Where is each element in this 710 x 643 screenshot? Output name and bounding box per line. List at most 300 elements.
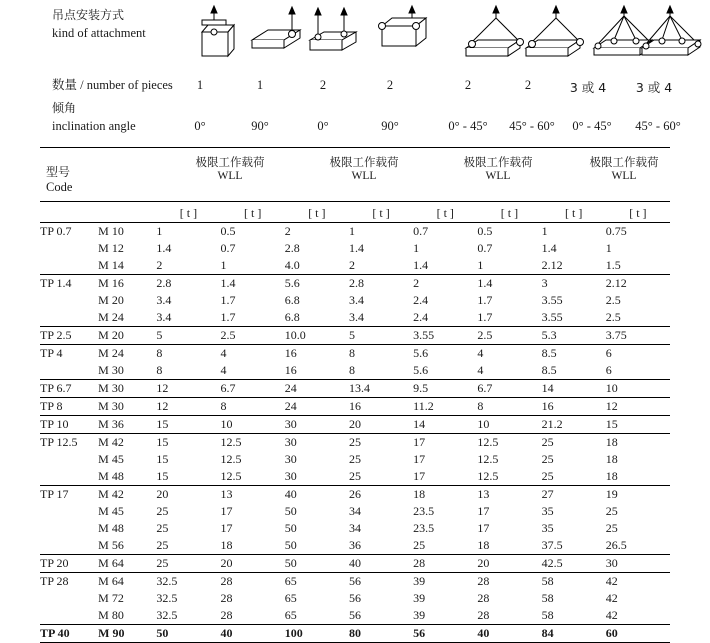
row-value-1: 8 xyxy=(156,345,220,363)
wll-group-3 xyxy=(434,155,562,183)
angle-value-4: 90° xyxy=(381,119,399,133)
row-value-2: 2.5 xyxy=(221,327,285,345)
row-value-2: 20 xyxy=(221,555,285,573)
row-value-5: 5.6 xyxy=(413,345,477,363)
row-size: M 24 xyxy=(98,310,124,324)
row-value-2: 6.7 xyxy=(221,380,285,398)
row-value-7: 42.5 xyxy=(542,555,606,573)
row-value-6: 10 xyxy=(477,416,541,434)
unit-row-size xyxy=(98,205,156,223)
row-value-5: 2.4 xyxy=(413,310,429,324)
row-code: TP 10 xyxy=(40,416,98,434)
row-code: TP 12.5 xyxy=(40,434,98,452)
row-value-7: 1 xyxy=(542,223,606,241)
row-value-8: 1.5 xyxy=(605,258,621,272)
table-row xyxy=(40,416,670,434)
row-value-2: 1 xyxy=(220,258,227,272)
row-value-3: 16 xyxy=(284,363,297,377)
row-value-3: 40 xyxy=(285,486,349,504)
row-value-6: 17 xyxy=(477,504,490,518)
row-size: M 30 xyxy=(98,398,156,416)
row-value-7: 3 xyxy=(542,275,606,293)
row-value-6: 4 xyxy=(477,345,541,363)
row-value-5: 14 xyxy=(413,416,477,434)
row-size: M 64 xyxy=(98,573,156,591)
row-value-5: 11.2 xyxy=(413,398,477,416)
row-value-5: 9.5 xyxy=(413,380,477,398)
row-value-4: 8 xyxy=(348,363,355,377)
row-value-3: 100 xyxy=(285,625,349,643)
table-row xyxy=(40,380,670,398)
row-value-3: 4.0 xyxy=(284,258,300,272)
row-value-2: 8 xyxy=(221,398,285,416)
row-value-4: 2.8 xyxy=(349,275,413,293)
row-value-1: 25 xyxy=(156,504,169,518)
pieces-value-8: 3 或 4 xyxy=(635,80,673,95)
row-value-8: 18 xyxy=(606,434,670,452)
row-value-2: 17 xyxy=(220,504,233,518)
row-value-3: 24 xyxy=(285,398,349,416)
row-value-1: 15 xyxy=(156,434,220,452)
row-size: M 42 xyxy=(98,486,156,504)
row-value-4: 1.4 xyxy=(348,241,364,255)
row-value-3: 65 xyxy=(284,608,297,622)
wll-table-body xyxy=(40,205,670,643)
row-code: TP 20 xyxy=(40,555,98,573)
table-row xyxy=(40,292,670,309)
row-value-7: 1.4 xyxy=(541,241,557,255)
row-value-1: 12 xyxy=(156,398,220,416)
row-value-1: 2.8 xyxy=(156,275,220,293)
diagram-four-leg-sling-slab-2 xyxy=(636,4,710,66)
table-row xyxy=(40,451,670,468)
row-value-1: 5 xyxy=(156,327,220,345)
row-value-3: 65 xyxy=(285,573,349,591)
row-value-7: 25 xyxy=(541,469,554,483)
row-value-5: 23.5 xyxy=(413,521,435,535)
pieces-value-6: 2 xyxy=(524,78,532,92)
row-value-8: 2.5 xyxy=(605,310,621,324)
row-value-3: 30 xyxy=(285,416,349,434)
row-value-3: 2.8 xyxy=(284,241,300,255)
row-value-8: 60 xyxy=(606,625,670,643)
row-code xyxy=(40,257,98,275)
row-code: TP 6.7 xyxy=(40,380,98,398)
row-value-8: 42 xyxy=(605,591,618,605)
row-value-6: 1.7 xyxy=(477,310,493,324)
row-value-1: 25 xyxy=(156,521,169,535)
unit-4: [ t ] xyxy=(372,206,390,220)
rule-top xyxy=(40,147,670,148)
row-value-4: 1 xyxy=(349,223,413,241)
unit-7: [ t ] xyxy=(565,206,583,220)
row-value-3: 50 xyxy=(284,521,297,535)
row-value-3: 5.6 xyxy=(285,275,349,293)
table-row xyxy=(40,362,670,380)
row-value-4: 25 xyxy=(348,452,361,466)
row-value-8: 3.75 xyxy=(606,327,670,345)
pieces-value-3: 2 xyxy=(319,78,327,92)
row-value-3: 2 xyxy=(285,223,349,241)
unit-2: [ t ] xyxy=(243,206,262,220)
row-value-1: 50 xyxy=(156,625,220,643)
row-value-5: 39 xyxy=(413,573,477,591)
row-value-7: 3.55 xyxy=(541,293,563,307)
row-value-2: 1.7 xyxy=(220,293,236,307)
row-value-2: 40 xyxy=(221,625,285,643)
row-code xyxy=(40,468,98,486)
row-value-6: 2.5 xyxy=(477,327,541,345)
row-value-4: 20 xyxy=(349,416,413,434)
row-value-3: 24 xyxy=(285,380,349,398)
row-size: M 72 xyxy=(98,591,124,605)
inclination-label-cn: 倾角 xyxy=(52,101,77,115)
table-row xyxy=(40,275,670,293)
table-row xyxy=(40,223,670,241)
rule-under-wll xyxy=(40,201,670,202)
row-value-4: 25 xyxy=(348,469,361,483)
row-value-2: 12.5 xyxy=(220,452,242,466)
row-value-5: 28 xyxy=(413,555,477,573)
row-value-1: 32.5 xyxy=(156,591,178,605)
row-value-1: 8 xyxy=(156,363,163,377)
row-size: M 64 xyxy=(98,555,156,573)
row-code xyxy=(40,503,98,520)
row-value-1: 15 xyxy=(156,416,220,434)
row-code: TP 28 xyxy=(40,573,98,591)
row-value-5: 0.7 xyxy=(413,223,477,241)
row-value-6: 0.7 xyxy=(477,241,493,255)
row-value-7: 5.3 xyxy=(542,327,606,345)
table-row xyxy=(40,520,670,537)
attachment-label-cn: 吊点安装方式 xyxy=(52,8,125,22)
row-value-8: 0.75 xyxy=(606,223,670,241)
row-value-7: 35 xyxy=(541,504,554,518)
wll-group-1 xyxy=(166,155,294,183)
row-value-6: 18 xyxy=(477,538,490,552)
row-value-6: 6.7 xyxy=(477,380,541,398)
row-value-4: 8 xyxy=(349,345,413,363)
row-value-8: 2.12 xyxy=(606,275,670,293)
row-value-2: 28 xyxy=(220,591,233,605)
unit-6: [ t ] xyxy=(500,206,519,220)
pieces-value-4: 2 xyxy=(386,78,394,92)
row-value-8: 19 xyxy=(606,486,670,504)
row-value-4: 56 xyxy=(348,608,361,622)
row-value-4: 5 xyxy=(349,327,413,345)
pieces-value-7: 3 或 4 xyxy=(569,80,607,95)
row-value-1: 15 xyxy=(156,469,169,483)
attachment-label-en: kind of attachment xyxy=(52,26,146,40)
row-value-4: 40 xyxy=(349,555,413,573)
row-code xyxy=(40,362,98,380)
row-code xyxy=(40,451,98,468)
row-value-5: 17 xyxy=(413,469,426,483)
table-row xyxy=(40,257,670,275)
row-value-6: 28 xyxy=(477,608,490,622)
code-header-en: Code xyxy=(46,180,73,194)
row-value-7: 58 xyxy=(541,591,554,605)
row-value-1: 32.5 xyxy=(156,573,220,591)
wll-group-4-en: WLL xyxy=(611,170,637,182)
row-size: M 42 xyxy=(98,434,156,452)
row-value-6: 20 xyxy=(477,555,541,573)
row-value-1: 12 xyxy=(156,380,220,398)
angle-value-7: 0° - 45° xyxy=(572,119,612,133)
wll-group-1-en: WLL xyxy=(217,170,243,182)
row-value-6: 13 xyxy=(477,486,541,504)
row-value-7: 14 xyxy=(542,380,606,398)
row-code: TP 8 xyxy=(40,398,98,416)
row-size: M 90 xyxy=(98,625,156,643)
row-value-4: 13.4 xyxy=(349,380,413,398)
row-value-7: 2.12 xyxy=(541,258,563,272)
row-value-4: 56 xyxy=(348,591,361,605)
table-row xyxy=(40,537,670,555)
unit-row-code xyxy=(40,205,98,223)
row-code xyxy=(40,590,98,607)
row-value-3: 50 xyxy=(284,504,297,518)
wll-group-3-cn: 极限工作载荷 xyxy=(463,155,533,169)
row-code: TP 0.7 xyxy=(40,223,98,241)
row-size: M 56 xyxy=(98,538,124,552)
row-value-6: 12.5 xyxy=(477,434,541,452)
angle-value-1: 0° xyxy=(194,119,206,133)
wll-group-3-en: WLL xyxy=(485,170,511,182)
row-value-6: 8 xyxy=(477,398,541,416)
row-value-4: 26 xyxy=(349,486,413,504)
row-value-8: 42 xyxy=(605,608,618,622)
wll-table xyxy=(40,205,670,643)
row-value-2: 1.4 xyxy=(221,275,285,293)
row-value-8: 6 xyxy=(606,345,670,363)
row-value-1: 3.4 xyxy=(156,310,172,324)
angle-value-3: 0° xyxy=(317,119,329,133)
row-value-8: 12 xyxy=(606,398,670,416)
row-value-8: 26.5 xyxy=(605,538,627,552)
row-value-2: 13 xyxy=(221,486,285,504)
row-value-4: 3.4 xyxy=(348,310,364,324)
row-size: M 45 xyxy=(98,504,124,518)
row-value-7: 27 xyxy=(542,486,606,504)
wll-group-2-en: WLL xyxy=(351,170,377,182)
table-row xyxy=(40,590,670,607)
row-value-5: 1.4 xyxy=(413,258,429,272)
row-size: M 80 xyxy=(98,608,124,622)
row-code: TP 4 xyxy=(40,345,98,363)
row-value-2: 0.5 xyxy=(221,223,285,241)
table-row xyxy=(40,327,670,345)
table-row xyxy=(40,625,670,643)
row-value-3: 6.8 xyxy=(284,293,300,307)
row-value-6: 28 xyxy=(477,591,490,605)
row-value-1: 25 xyxy=(156,538,169,552)
row-value-6: 12.5 xyxy=(477,469,499,483)
pieces-value-2: 1 xyxy=(256,78,264,92)
row-value-6: 17 xyxy=(477,521,490,535)
wll-group-4-cn: 极限工作载荷 xyxy=(589,155,659,169)
angle-value-2: 90° xyxy=(251,119,269,133)
table-row xyxy=(40,434,670,452)
row-size: M 16 xyxy=(98,275,156,293)
row-value-5: 18 xyxy=(413,486,477,504)
row-value-2: 12.5 xyxy=(220,469,242,483)
row-value-1: 25 xyxy=(156,555,220,573)
row-size: M 20 xyxy=(98,293,124,307)
row-value-8: 15 xyxy=(606,416,670,434)
row-value-6: 1.7 xyxy=(477,293,493,307)
row-value-4: 2 xyxy=(348,258,355,272)
row-value-2: 28 xyxy=(220,608,233,622)
row-value-4: 25 xyxy=(349,434,413,452)
row-code xyxy=(40,240,98,257)
row-value-2: 4 xyxy=(220,363,227,377)
table-row xyxy=(40,468,670,486)
row-value-5: 17 xyxy=(413,434,477,452)
row-value-3: 30 xyxy=(285,434,349,452)
row-value-7: 58 xyxy=(541,608,554,622)
row-value-8: 25 xyxy=(605,504,618,518)
row-value-1: 15 xyxy=(156,452,169,466)
row-value-7: 58 xyxy=(542,573,606,591)
table-row xyxy=(40,503,670,520)
row-value-6: 4 xyxy=(477,363,484,377)
row-size: M 45 xyxy=(98,452,124,466)
row-value-3: 6.8 xyxy=(284,310,300,324)
row-value-5: 39 xyxy=(413,608,426,622)
row-value-5: 5.6 xyxy=(413,363,429,377)
row-size: M 48 xyxy=(98,521,124,535)
row-value-4: 36 xyxy=(348,538,361,552)
wll-group-2 xyxy=(300,155,428,183)
row-value-1: 3.4 xyxy=(156,293,172,307)
row-value-5: 23.5 xyxy=(413,504,435,518)
row-code: TP 2.5 xyxy=(40,327,98,345)
row-value-7: 37.5 xyxy=(541,538,563,552)
row-value-7: 8.5 xyxy=(542,345,606,363)
row-value-6: 0.5 xyxy=(477,223,541,241)
inclination-label-en: inclination angle xyxy=(52,119,136,133)
angle-value-6: 45° - 60° xyxy=(509,119,555,133)
table-row xyxy=(40,345,670,363)
row-value-8: 10 xyxy=(606,380,670,398)
row-code xyxy=(40,292,98,309)
row-value-2: 12.5 xyxy=(221,434,285,452)
row-value-6: 40 xyxy=(477,625,541,643)
code-header-cn: 型号 xyxy=(46,165,71,179)
table-row xyxy=(40,573,670,591)
row-value-2: 0.7 xyxy=(220,241,236,255)
row-value-8: 1 xyxy=(605,241,612,255)
row-code xyxy=(40,537,98,555)
unit-1: [ t ] xyxy=(179,206,198,220)
row-value-7: 8.5 xyxy=(541,363,557,377)
row-value-6: 28 xyxy=(477,573,541,591)
row-value-5: 3.55 xyxy=(413,327,477,345)
unit-5: [ t ] xyxy=(436,206,454,220)
row-value-8: 25 xyxy=(605,521,618,535)
row-value-8: 6 xyxy=(605,363,612,377)
row-value-6: 12.5 xyxy=(477,452,499,466)
row-value-8: 30 xyxy=(606,555,670,573)
row-value-4: 34 xyxy=(348,504,361,518)
pieces-value-1: 1 xyxy=(196,78,204,92)
angle-value-8: 45° - 60° xyxy=(635,119,681,133)
row-value-2: 17 xyxy=(220,521,233,535)
row-value-2: 1.7 xyxy=(220,310,236,324)
table-row xyxy=(40,486,670,504)
row-value-1: 32.5 xyxy=(156,608,178,622)
row-value-6: 1 xyxy=(477,258,484,272)
row-value-8: 18 xyxy=(605,469,618,483)
row-code xyxy=(40,520,98,537)
row-value-4: 34 xyxy=(348,521,361,535)
row-value-7: 21.2 xyxy=(542,416,606,434)
row-value-4: 80 xyxy=(349,625,413,643)
row-value-7: 35 xyxy=(541,521,554,535)
wll-group-2-cn: 极限工作载荷 xyxy=(329,155,399,169)
row-value-2: 28 xyxy=(221,573,285,591)
row-value-4: 3.4 xyxy=(348,293,364,307)
row-value-5: 2 xyxy=(413,275,477,293)
row-value-5: 56 xyxy=(413,625,477,643)
row-value-1: 1.4 xyxy=(156,241,172,255)
angle-value-5: 0° - 45° xyxy=(448,119,488,133)
row-size: M 24 xyxy=(98,345,156,363)
row-value-3: 50 xyxy=(285,555,349,573)
table-row xyxy=(40,309,670,327)
diagram-two-leg-angled-box xyxy=(360,4,452,66)
row-code xyxy=(40,309,98,327)
row-value-7: 84 xyxy=(542,625,606,643)
wll-group-4 xyxy=(560,155,688,183)
table-row xyxy=(40,398,670,416)
row-value-5: 2.4 xyxy=(413,293,429,307)
row-value-4: 16 xyxy=(349,398,413,416)
row-value-5: 1 xyxy=(413,241,420,255)
code-header xyxy=(46,165,72,195)
row-value-5: 39 xyxy=(413,591,426,605)
table-row xyxy=(40,555,670,573)
row-size: M 48 xyxy=(98,469,124,483)
row-code: TP 1.4 xyxy=(40,275,98,293)
row-value-3: 50 xyxy=(284,538,297,552)
row-value-8: 42 xyxy=(606,573,670,591)
row-value-1: 2 xyxy=(156,258,163,272)
row-size: M 10 xyxy=(98,223,156,241)
row-value-8: 18 xyxy=(605,452,618,466)
row-value-3: 30 xyxy=(284,469,297,483)
row-code: TP 40 xyxy=(40,625,98,643)
row-value-7: 16 xyxy=(542,398,606,416)
row-size: M 14 xyxy=(98,258,124,272)
row-value-5: 17 xyxy=(413,452,426,466)
row-value-5: 25 xyxy=(413,538,426,552)
pieces-label: 数量 / number of pieces xyxy=(52,78,173,92)
row-value-3: 10.0 xyxy=(285,327,349,345)
row-value-7: 25 xyxy=(541,452,554,466)
row-value-4: 56 xyxy=(349,573,413,591)
unit-row xyxy=(40,205,670,223)
pieces-value-5: 2 xyxy=(464,78,472,92)
row-value-6: 1.4 xyxy=(477,275,541,293)
row-code: TP 17 xyxy=(40,486,98,504)
row-size: M 36 xyxy=(98,416,156,434)
row-value-2: 10 xyxy=(221,416,285,434)
row-value-3: 65 xyxy=(284,591,297,605)
row-value-3: 30 xyxy=(284,452,297,466)
row-value-8: 2.5 xyxy=(605,293,621,307)
